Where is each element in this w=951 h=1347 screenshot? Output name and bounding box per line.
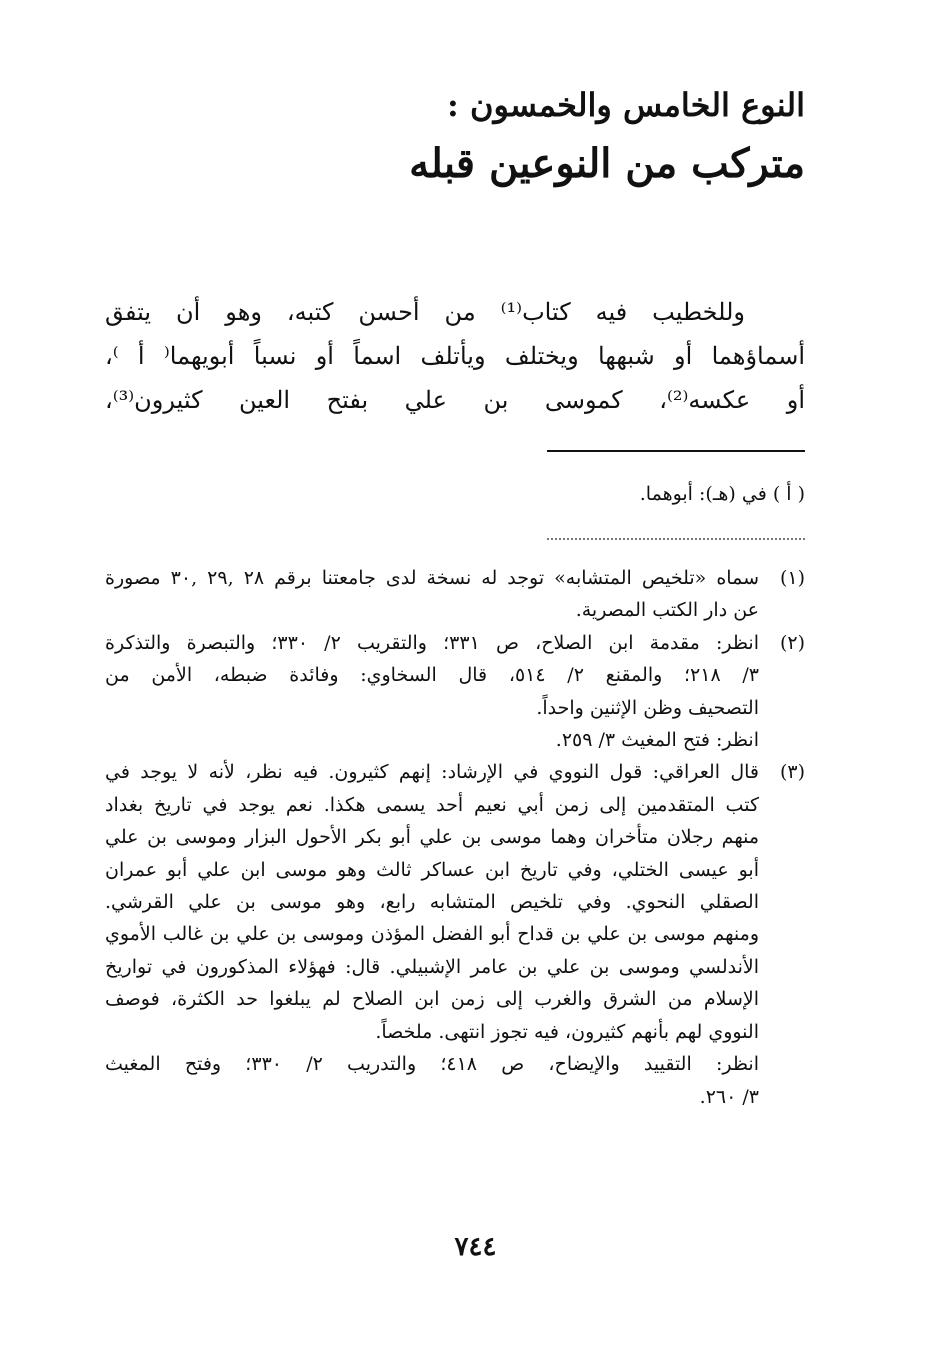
paragraph-line: وللخطيب فيه كتاب⁽¹⁾ من أحسن كتبه، وهو أن يتفق [105, 298, 745, 326]
footnote-number: (١) [779, 567, 805, 589]
footnote-line: ومنهم موسى بن علي بن قداح أبو الفضل المؤذن وموسى بن علي بن غالب الأموي [105, 923, 759, 946]
footnote-body [105, 756, 759, 1112]
variant-note: ( أ ) في (هـ): أبوهما. [639, 483, 805, 505]
footnote-line: قال العراقي: قول النووي في الإرشاد: إنهم كثيرون. فيه نظر، لأنه لا يوجد في [105, 761, 759, 784]
footnote-line: انظر: فتح المغيث ٣/ ٢٥٩. [555, 729, 759, 752]
page-number: ٧٤٤ [454, 1232, 497, 1262]
footnote-line: التصحيف وظن الإثنين واحداً. [536, 696, 759, 719]
footnote-line: كتب المتقدمين إلى زمن أبي نعيم أحد يسمى هكذا. نعم يوجد في تاريخ بغداد [105, 793, 759, 816]
main-paragraph [105, 290, 805, 422]
paragraph-line: أو عكسه⁽²⁾، كموسى بن علي بفتح العين كثيرون⁽³⁾، [105, 386, 805, 414]
dotted-separator [547, 538, 805, 540]
footnote-body [105, 627, 759, 757]
footnote-line: سماه «تلخيص المتشابه» توجد له نسخة لدى جامعتنا برقم ٢٨ ,٢٩ ,٣٠ مصورة [105, 567, 760, 589]
footnote-line: عن دار الكتب المصرية. [575, 599, 759, 622]
footnote-line: انظر: مقدمة ابن الصلاح، ص ٣٣١؛ والتقريب ٢/ ٣٣٠؛ والتبصرة والتذكرة [105, 631, 759, 654]
chapter-heading-line1: النوع الخامس والخمسون : [447, 86, 805, 124]
footnote-3 [105, 756, 805, 1112]
paragraph-line: أسماؤهما أو شبهها ويختلف ويأتلف اسماً أو نسباً أبويهما⁽ أ ⁾، [105, 342, 805, 370]
footnote-body [105, 562, 759, 627]
footnote-line: أبو عيسى الختلي، وفي تاريخ ابن عساكر ثالث وهو موسى ابن علي أبو عمران [105, 858, 759, 881]
footnote-line: الإسلام من الشرق والغرب إلى زمن ابن الصلاح لم يبلغوا حد الكثرة، فوصف [105, 988, 759, 1011]
footnote-line: انظر: التقييد والإيضاح، ص ٤١٨؛ والتدريب ٢/ ٣٣٠؛ وفتح المغيث [105, 1053, 759, 1076]
footnote-number: (٣) [779, 761, 805, 784]
footnote-1 [105, 562, 805, 627]
footnote-line: ٣/ ٢٦٠. [699, 1085, 759, 1108]
footnote-line: ٣/ ٢١٨؛ والمقنع ٢/ ٥١٤، قال السخاوي: وفائدة ضبطه، الأمن من [105, 664, 759, 687]
footnote-line: الأندلسي وموسى بن علي بن عامر الإشبيلي. قال: فهؤلاء المذكورون في تواريخ [105, 955, 759, 978]
footnote-number: (٢) [779, 631, 805, 654]
footnote-2 [105, 627, 805, 757]
footnote-line: النووي لهم بأنهم كثيرون، فيه تجوز انتهى. ملخصاً. [375, 1020, 759, 1043]
chapter-heading-line2: متركب من النوعين قبله [409, 140, 805, 187]
footnote-line: الصقلي النحوي. وفي تلخيص المتشابه رابع، وهو موسى بن علي القرشي. [105, 891, 759, 914]
footnote-line: منهم رجلان متأخران وهما موسى بن علي أبو بكر الأحول البزار وموسى بن علي [105, 826, 759, 849]
footnote-separator [547, 450, 805, 452]
footnotes-section [105, 562, 805, 1113]
